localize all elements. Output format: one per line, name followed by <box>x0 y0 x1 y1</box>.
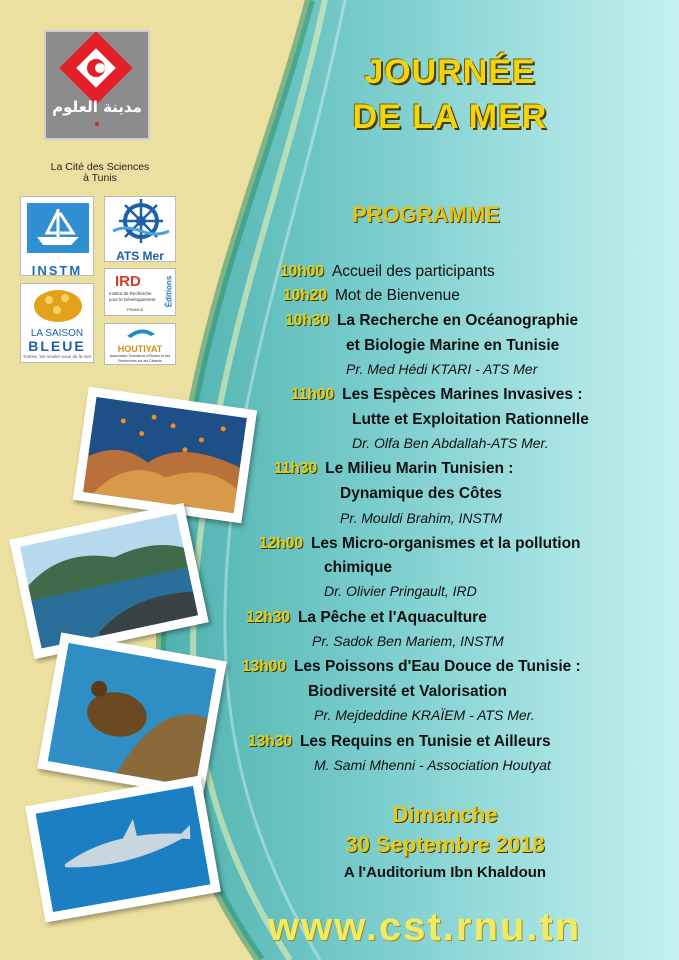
speaker: Dr. Olfa Ben Abdallah-ATS Mer. <box>352 435 549 451</box>
session-title-continued: Dynamique des Côtes <box>340 485 502 502</box>
saison-bleue-title-line2: BLEUE <box>28 338 86 354</box>
ird-country: FRANCE <box>127 307 144 312</box>
ship-wheel-icon <box>105 197 176 245</box>
programme-item <box>283 286 460 305</box>
programme-item <box>248 732 551 751</box>
session-title-continued: chimique <box>324 559 393 576</box>
session-title: Les Requins en Tunisie et Ailleurs <box>299 733 551 750</box>
time-slot: 10h20 <box>283 287 327 304</box>
event-title-line2: DE LA MER <box>352 98 548 136</box>
session-title: Le Milieu Marin Tunisien : <box>325 460 514 477</box>
speaker: Pr. Mouldi Brahim, INSTM <box>340 510 503 526</box>
session-title: Les Poissons d'Eau Douce de Tunisie : <box>293 658 581 675</box>
time-slot: 11h00 <box>291 386 335 403</box>
time-slot: 11h30 <box>274 460 318 477</box>
time-slot: 13h00 <box>242 658 286 675</box>
session-title: Les Espèces Marines Invasives : <box>342 386 583 403</box>
session-title: La Recherche en Océanographie <box>336 312 579 329</box>
dolphin-icon <box>105 324 176 340</box>
speaker: Dr. Olivier Pringault, IRD <box>324 583 477 599</box>
session-title-continued: et Biologie Marine en Tunisie <box>346 337 560 354</box>
programme-item <box>274 459 513 478</box>
coral-reef-photo <box>73 387 257 524</box>
website-url[interactable]: www.cst.rnu.tn <box>268 905 582 949</box>
programme-item <box>259 534 581 553</box>
saison-bleue-logo <box>20 283 94 363</box>
time-slot: 12h00 <box>259 535 303 552</box>
session-title: Mot de Bienvenue <box>334 287 460 304</box>
speaker: Pr. Sadok Ben Mariem, INSTM <box>312 633 504 649</box>
houtiyat-logo <box>104 323 176 365</box>
session-title-continued: Lutte et Exploitation Rationnelle <box>352 411 589 428</box>
houtiyat-subtitle: Association Tunisienne d'Etudes et des Recherches sur les Cétacés <box>109 354 171 363</box>
event-date: 30 Septembre 2018 <box>345 832 545 857</box>
houtiyat-label: HOUTIYAT <box>117 344 163 354</box>
instm-ship-icon <box>21 197 94 259</box>
speaker: Pr. Mejdeddine KRAÏEM - ATS Mer. <box>314 707 535 723</box>
ats-mer-logo <box>104 196 176 262</box>
programme-heading: PROGRAMME <box>352 202 500 227</box>
coral-icon <box>21 284 94 324</box>
event-day: Dimanche <box>392 802 498 827</box>
programme-item <box>246 608 487 627</box>
time-slot: 10h00 <box>280 263 324 280</box>
programme-item <box>291 385 583 404</box>
session-title: Les Micro-organismes et la pollution <box>310 535 581 552</box>
event-venue: A l'Auditorium Ibn Khaldoun <box>343 864 547 881</box>
time-slot: 13h30 <box>248 733 292 750</box>
session-title: La Pêche et l'Aquaculture <box>297 609 487 626</box>
programme-item <box>280 262 495 281</box>
ird-label: IRD <box>115 273 141 290</box>
event-title-line1: JOURNÉE <box>364 53 536 91</box>
saison-bleue-title-line1: LA SAISON <box>30 328 84 339</box>
cite-des-sciences-logo <box>44 30 150 140</box>
saison-bleue-tagline: Tunisie, les rendez-vous de la mer <box>22 354 92 359</box>
speaker: M. Sami Mhenni - Association Houtyat <box>314 757 551 773</box>
speaker: Pr. Med Hédi KTARI - ATS Mer <box>346 361 538 377</box>
programme-item <box>242 657 581 676</box>
instm-logo <box>20 196 94 276</box>
ird-editions: Éditions <box>164 275 174 308</box>
session-title: Accueil des participants <box>331 263 495 280</box>
ats-mer-label: ATS Mer <box>116 249 164 262</box>
cite-name: La Cité des Sciences à Tunis <box>50 161 150 184</box>
ird-subtitle: Institut de Recherche pour le Développement <box>109 291 156 302</box>
time-slot: 12h30 <box>246 609 290 626</box>
ird-logo <box>104 268 176 316</box>
cite-arabic-name: مدينة العلوم <box>52 98 142 116</box>
sea-turtle-photo <box>37 632 226 797</box>
cite-emblem-icon <box>46 32 148 138</box>
programme-item <box>285 311 578 330</box>
instm-label: INSTM <box>31 263 83 276</box>
session-title-continued: Biodiversité et Valorisation <box>308 683 507 700</box>
time-slot: 10h30 <box>285 312 329 329</box>
